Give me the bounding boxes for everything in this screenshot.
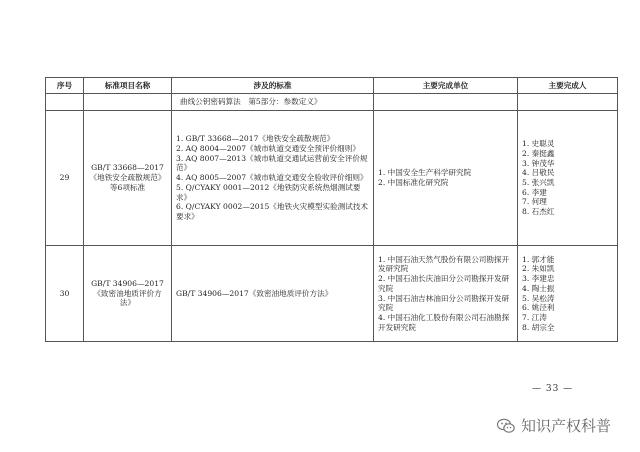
watermark-text: 知识产权科普 xyxy=(521,417,612,435)
unit-item: 1. 中国安全生产科学研究院 xyxy=(378,168,472,178)
header-row xyxy=(46,78,618,94)
person-item: 6. 姚泾利 xyxy=(522,303,555,313)
page-number: — 33 — xyxy=(532,384,574,394)
standard-item: 6. Q/CYAKY 0002—2015《地铁火灾模型实验测试技术要求》 xyxy=(176,202,369,222)
people-cell xyxy=(518,246,618,342)
standards-cell xyxy=(172,111,374,246)
standard-item: 1. GB/T 33668—2017《地铁安全疏散规范》 xyxy=(176,134,335,144)
person-item: 7. 江涛 xyxy=(522,312,547,322)
header-standards: 涉及的标准 xyxy=(172,78,374,94)
units-cell xyxy=(374,246,518,342)
unit-item: 1. 中国石油天然气股份有限公司勘探开发研究院 xyxy=(378,254,510,274)
project-code: GB/T 33668—2017 xyxy=(91,163,164,173)
standard-item: 4. AQ 8005—2007《城市轨道交通安全验收评价细则》 xyxy=(176,173,368,183)
project-title: 《致密油地质评价方法》 xyxy=(93,288,162,308)
header-units: 主要完成单位 xyxy=(374,78,518,94)
unit-item: 2. 中国标准化研究院 xyxy=(378,178,449,187)
person-item: 2. 秦挺鑫 xyxy=(522,148,555,158)
person-item: 1. 郭才能 xyxy=(522,254,555,264)
header-serial: 序号 xyxy=(46,78,84,94)
standards-table xyxy=(45,77,618,342)
person-item: 2. 朱如凯 xyxy=(522,264,555,274)
unit-item: 2. 中国石油长庆油田分公司勘探开发研究院 xyxy=(378,274,510,293)
standard-item: 5. Q/CYAKY 0001—2012《地铁防灾系统热烟测试要求》 xyxy=(176,182,361,202)
watermark xyxy=(497,415,611,436)
person-item: 8. 胡宗全 xyxy=(522,322,555,332)
person-item: 3. 钟茂华 xyxy=(522,158,555,168)
people-cell xyxy=(518,111,618,246)
project-name-cell xyxy=(84,246,172,342)
person-item: 6. 李建 xyxy=(522,187,547,197)
person-item: 5. 张兴凯 xyxy=(522,178,555,187)
person-item: 3. 李建忠 xyxy=(522,274,555,284)
person-item: 4. 陶士振 xyxy=(522,283,555,293)
person-item: 4. 吕敬民 xyxy=(522,168,555,178)
continuation-text: 曲线公钥密码算法 第5部分：参数定义》 xyxy=(180,97,322,107)
units-cell xyxy=(374,111,518,246)
table-row xyxy=(46,111,618,246)
person-item: 5. 吴松涛 xyxy=(522,293,555,303)
row-number: 29 xyxy=(46,111,84,246)
project-code: GB/T 34906—2017 xyxy=(91,278,164,288)
person-item: 1. 史聪灵 xyxy=(522,139,555,149)
row-number: 30 xyxy=(46,246,84,342)
continuation-row xyxy=(46,94,618,111)
wechat-icon xyxy=(497,418,515,434)
person-item: 7. 何理 xyxy=(522,197,547,207)
standards-cell xyxy=(172,246,374,342)
standard-item: 2. AQ 8004—2007《城市轨道交通安全预评价细则》 xyxy=(176,143,360,153)
unit-item: 4. 中国石油化工股份有限公司石油勘探开发研究院 xyxy=(378,312,510,332)
project-title: 《地铁安全疏散规范》等6项标准 xyxy=(89,173,166,192)
header-project-name: 标准项目名称 xyxy=(84,78,172,94)
standard-item: 3. AQ 8007—2013《城市轨道交通试运营前安全评价规范》 xyxy=(176,153,368,173)
unit-item: 3. 中国石油吉林油田分公司勘探开发研究院 xyxy=(378,293,510,313)
person-item: 8. 石杰红 xyxy=(522,207,555,217)
table-row xyxy=(46,246,618,342)
standard-item: GB/T 34906—2017《致密油地质评价方法》 xyxy=(176,288,333,298)
project-name-cell xyxy=(84,111,172,246)
header-people: 主要完成人 xyxy=(518,78,618,94)
